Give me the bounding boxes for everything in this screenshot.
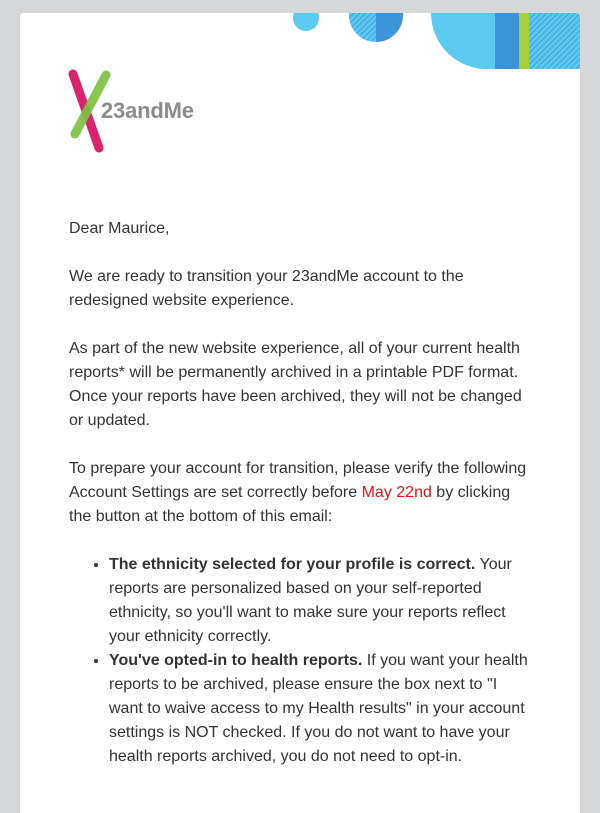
archive-notice-paragraph: As part of the new website experience, all of your current health reports* will be permanently archived in a printable PDF format. Once your reports have been archived, they will not be changed or updated. — [69, 340, 522, 429]
prepare-text-after: by clicking the button at the bottom of this email: — [69, 484, 511, 525]
hatched-stripe-shape — [529, 13, 580, 69]
deadline-date: May 22nd — [361, 484, 432, 501]
small-circle-shape — [293, 13, 319, 31]
large-quarter-shape — [431, 13, 495, 69]
checklist-item-ethnicity — [109, 553, 534, 649]
checklist-item-text: Your reports are personalized based on your self-reported ethnicity, so you'll want to make sure your reports reflect your ethnicity correctly. — [109, 556, 512, 645]
email-card — [20, 13, 580, 813]
intro-paragraph: We are ready to transition your 23andMe account to the redesigned website experience. — [69, 268, 464, 309]
settings-checklist — [69, 553, 534, 769]
lime-stripe-shape — [519, 13, 529, 69]
blue-stripe-shape — [495, 13, 519, 69]
checklist-item-heading: The ethnicity selected for your profile is correct. — [109, 556, 476, 573]
email-body — [69, 217, 534, 769]
checklist-item-health-opt-in — [109, 649, 534, 769]
checklist-item-text: If you want your health reports to be archived, please ensure the box next to "I want to waive access to my Health results" in your account settings is NOT checked. If you do not want to have your health reports archived, you do not need to opt-in. — [109, 652, 528, 765]
prepare-paragraph — [69, 457, 534, 529]
checklist-item-heading: You've opted-in to health reports. — [109, 652, 363, 669]
prepare-text-before: To prepare your account for transition, please verify the following Account Settings are set correctly before — [69, 460, 527, 501]
greeting: Dear Maurice, — [69, 220, 170, 237]
brand-name: 23andMe — [101, 98, 194, 123]
